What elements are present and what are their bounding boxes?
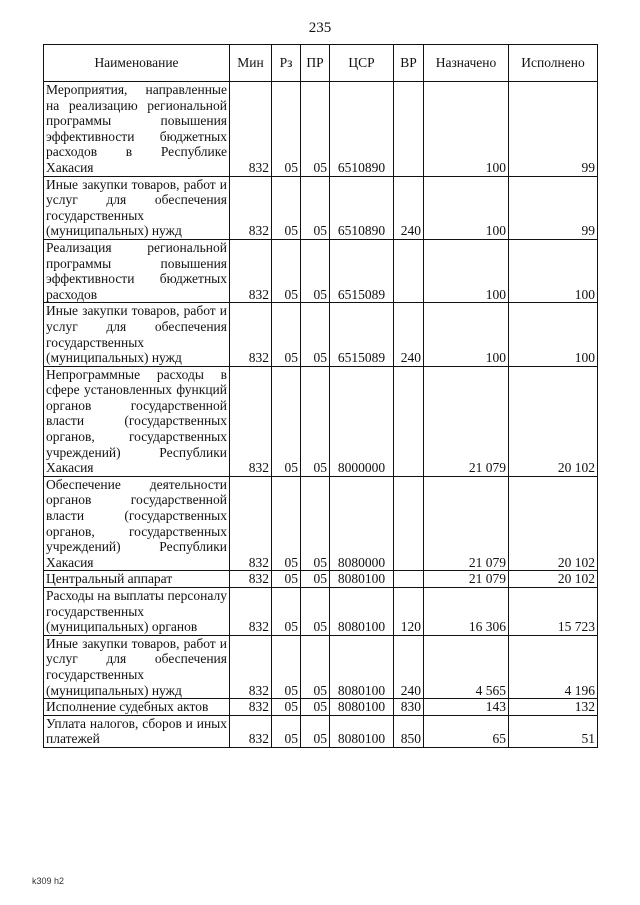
header-pr: ПР: [301, 45, 330, 82]
cell-assigned: 4 565: [424, 635, 509, 698]
table-row: [44, 715, 598, 747]
cell-rz: 05: [272, 366, 301, 476]
cell-vr: 120: [394, 588, 424, 636]
cell-min: 832: [230, 635, 272, 698]
cell-name: Иные закупки товаров, работ и услуг для обеспечения государственных (муниципальных) нужд: [44, 635, 230, 698]
cell-vr: 240: [394, 176, 424, 239]
cell-assigned: 100: [424, 176, 509, 239]
header-min: Мин: [230, 45, 272, 82]
cell-assigned: 143: [424, 699, 509, 716]
cell-executed: 99: [509, 82, 598, 177]
cell-min: 832: [230, 715, 272, 747]
table-row: [44, 303, 598, 366]
cell-pr: 05: [301, 715, 330, 747]
cell-executed: 20 102: [509, 366, 598, 476]
table-row: [44, 239, 598, 302]
cell-vr: [394, 239, 424, 302]
cell-executed: 4 196: [509, 635, 598, 698]
cell-pr: 05: [301, 303, 330, 366]
cell-pr: 05: [301, 588, 330, 636]
cell-name: Обеспечение деятельности органов государственной власти (государственных органов, государственных учреждений) Республики Хакасия: [44, 476, 230, 571]
cell-assigned: 100: [424, 303, 509, 366]
table-body: [44, 82, 598, 748]
cell-rz: 05: [272, 699, 301, 716]
table-row: [44, 571, 598, 588]
cell-min: 832: [230, 239, 272, 302]
cell-executed: 100: [509, 239, 598, 302]
cell-pr: 05: [301, 635, 330, 698]
cell-name: Исполнение судебных актов: [44, 699, 230, 716]
cell-vr: 850: [394, 715, 424, 747]
cell-vr: [394, 366, 424, 476]
table-row: [44, 82, 598, 177]
cell-name: Реализация региональной программы повышения эффективности бюджетных расходов: [44, 239, 230, 302]
cell-vr: [394, 571, 424, 588]
cell-rz: 05: [272, 635, 301, 698]
cell-assigned: 21 079: [424, 476, 509, 571]
budget-table: [43, 44, 598, 748]
cell-min: 832: [230, 303, 272, 366]
cell-name: Мероприятия, направленные на реализацию региональной программы повышения эффективности бюджетных расходов в Республике Хакасия: [44, 82, 230, 177]
cell-assigned: 100: [424, 239, 509, 302]
cell-csr: 8080100: [330, 588, 394, 636]
cell-pr: 05: [301, 476, 330, 571]
cell-rz: 05: [272, 239, 301, 302]
cell-csr: 6515089: [330, 239, 394, 302]
cell-name: Непрограммные расходы в сфере установленных функций органов государственной власти (государственных органов, государственных учреждений) Республики Хакасия: [44, 366, 230, 476]
cell-vr: 240: [394, 303, 424, 366]
cell-min: 832: [230, 476, 272, 571]
cell-executed: 99: [509, 176, 598, 239]
cell-csr: 8080100: [330, 571, 394, 588]
cell-assigned: 21 079: [424, 366, 509, 476]
cell-name: Центральный аппарат: [44, 571, 230, 588]
cell-min: 832: [230, 176, 272, 239]
cell-min: 832: [230, 366, 272, 476]
cell-csr: 8080100: [330, 635, 394, 698]
table-row: [44, 176, 598, 239]
cell-min: 832: [230, 699, 272, 716]
cell-name: Расходы на выплаты персоналу государственных (муниципальных) органов: [44, 588, 230, 636]
cell-rz: 05: [272, 303, 301, 366]
cell-pr: 05: [301, 176, 330, 239]
cell-csr: 8000000: [330, 366, 394, 476]
cell-assigned: 65: [424, 715, 509, 747]
cell-pr: 05: [301, 239, 330, 302]
table-row: [44, 635, 598, 698]
footer-code: k309 h2: [32, 876, 65, 886]
cell-csr: 6515089: [330, 303, 394, 366]
header-assigned: Назначено: [424, 45, 509, 82]
cell-rz: 05: [272, 82, 301, 177]
cell-executed: 20 102: [509, 476, 598, 571]
header-vr: ВР: [394, 45, 424, 82]
cell-rz: 05: [272, 571, 301, 588]
cell-vr: [394, 82, 424, 177]
cell-min: 832: [230, 571, 272, 588]
cell-csr: 6510890: [330, 82, 394, 177]
cell-csr: 8080100: [330, 715, 394, 747]
cell-vr: [394, 476, 424, 571]
table-header-row: [44, 45, 598, 82]
cell-min: 832: [230, 588, 272, 636]
cell-rz: 05: [272, 176, 301, 239]
header-executed: Исполнено: [509, 45, 598, 82]
table-row: [44, 699, 598, 716]
cell-csr: 6510890: [330, 176, 394, 239]
cell-assigned: 16 306: [424, 588, 509, 636]
table-row: [44, 476, 598, 571]
cell-pr: 05: [301, 699, 330, 716]
cell-min: 832: [230, 82, 272, 177]
cell-rz: 05: [272, 588, 301, 636]
cell-pr: 05: [301, 82, 330, 177]
page-number: 235: [308, 20, 332, 36]
cell-executed: 51: [509, 715, 598, 747]
cell-executed: 132: [509, 699, 598, 716]
cell-vr: 240: [394, 635, 424, 698]
cell-pr: 05: [301, 366, 330, 476]
cell-name: Иные закупки товаров, работ и услуг для обеспечения государственных (муниципальных) нужд: [44, 176, 230, 239]
cell-csr: 8080100: [330, 699, 394, 716]
cell-name: Иные закупки товаров, работ и услуг для обеспечения государственных (муниципальных) нужд: [44, 303, 230, 366]
cell-rz: 05: [272, 715, 301, 747]
cell-assigned: 21 079: [424, 571, 509, 588]
header-csr: ЦСР: [330, 45, 394, 82]
header-name: Наименование: [44, 45, 230, 82]
table-row: [44, 588, 598, 636]
table-row: [44, 366, 598, 476]
cell-executed: 20 102: [509, 571, 598, 588]
cell-executed: 15 723: [509, 588, 598, 636]
header-rz: Рз: [272, 45, 301, 82]
cell-rz: 05: [272, 476, 301, 571]
cell-csr: 8080000: [330, 476, 394, 571]
cell-name: Уплата налогов, сборов и иных платежей: [44, 715, 230, 747]
cell-assigned: 100: [424, 82, 509, 177]
cell-vr: 830: [394, 699, 424, 716]
cell-executed: 100: [509, 303, 598, 366]
cell-pr: 05: [301, 571, 330, 588]
